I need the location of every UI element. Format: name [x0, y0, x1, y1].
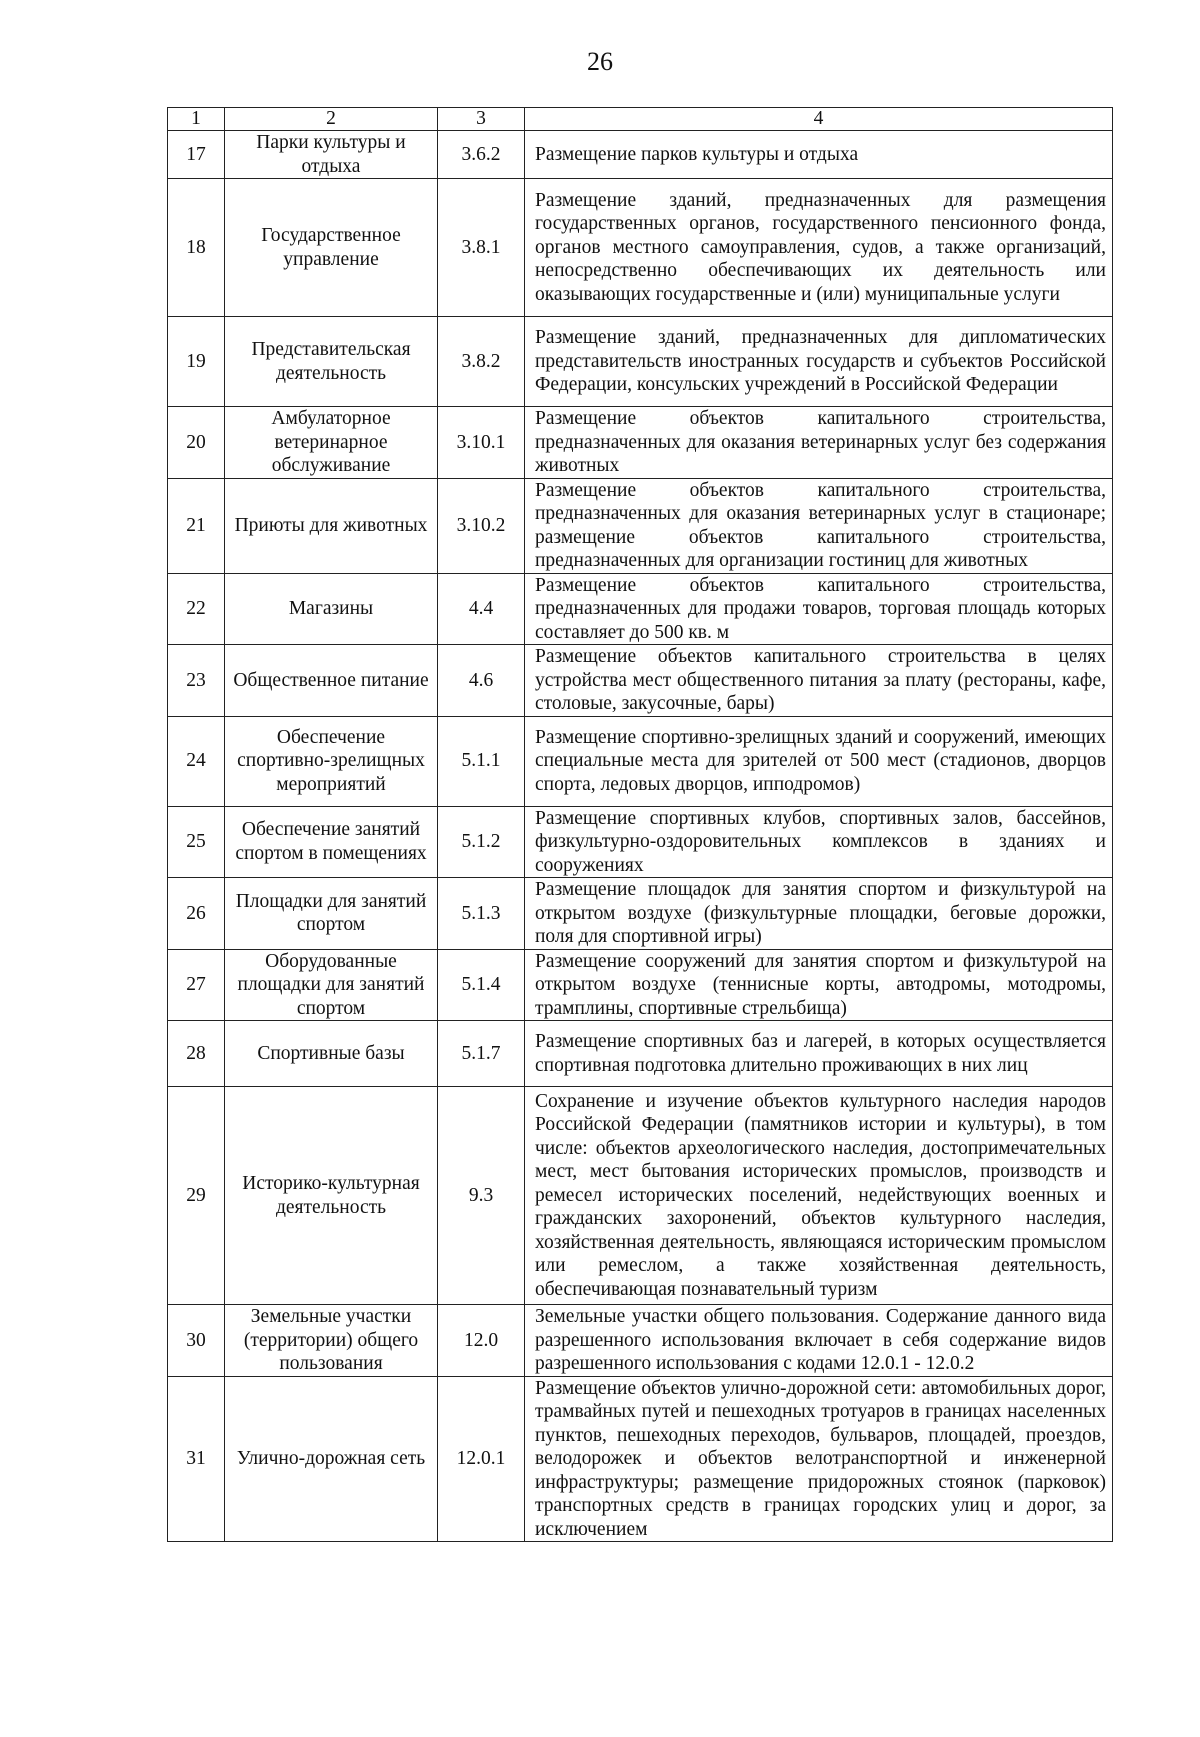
table-row: [168, 645, 1113, 717]
table-row: [168, 1376, 1113, 1542]
row-description: Размещение объектов капитального строительства в целях устройства мест общественного питания за плату (рестораны, кафе, столовые, закусочные, бары): [525, 645, 1113, 717]
row-description: Размещение объектов капитального строительства, предназначенных для оказания ветеринарных услуг без содержания животных: [525, 407, 1113, 479]
row-name: Парки культуры и отдыха: [225, 131, 438, 179]
row-name: Амбулаторное ветеринарное обслуживание: [225, 407, 438, 479]
row-description: Размещение объектов капитального строительства, предназначенных для оказания ветеринарных услуг в стационаре; размещение объектов капитального строительства, предназначенных для организации гостиниц для животных: [525, 478, 1113, 573]
row-code: 5.1.1: [438, 716, 525, 806]
row-code: 12.0: [438, 1305, 525, 1377]
row-code: 3.10.2: [438, 478, 525, 573]
table-row: [168, 716, 1113, 806]
row-name: Обеспечение занятий спортом в помещениях: [225, 806, 438, 878]
row-code: 4.6: [438, 645, 525, 717]
header-col-2: 2: [225, 108, 438, 131]
table-row: [168, 1087, 1113, 1305]
row-name: Магазины: [225, 573, 438, 645]
row-name: Представительская деятельность: [225, 317, 438, 407]
row-number: 23: [168, 645, 225, 717]
row-code: 3.8.2: [438, 317, 525, 407]
land-use-table: [167, 107, 1113, 1542]
header-col-3: 3: [438, 108, 525, 131]
row-description: Земельные участки общего пользования. Содержание данного вида разрешенного использования включает в себя содержание видов разрешенного использования с кодами 12.0.1 - 12.0.2: [525, 1305, 1113, 1377]
row-description: Размещение зданий, предназначенных для дипломатических представительств иностранных государств и субъектов Российской Федерации, консульских учреждений в Российской Федерации: [525, 317, 1113, 407]
row-description: Размещение объектов капитального строительства, предназначенных для продажи товаров, торговая площадь которых составляет до 500 кв. м: [525, 573, 1113, 645]
row-number: 20: [168, 407, 225, 479]
row-code: 3.6.2: [438, 131, 525, 179]
row-description: Размещение парков культуры и отдыха: [525, 131, 1113, 179]
row-number: 26: [168, 878, 225, 950]
row-number: 21: [168, 478, 225, 573]
row-description: Размещение площадок для занятия спортом и физкультурой на открытом воздухе (физкультурные площадки, беговые дорожки, поля для спортивной игры): [525, 878, 1113, 950]
table-row: [168, 1305, 1113, 1377]
row-description: Размещение спортивных клубов, спортивных залов, бассейнов, физкультурно-оздоровительных комплексов в зданиях и сооружениях: [525, 806, 1113, 878]
row-description: Сохранение и изучение объектов культурного наследия народов Российской Федерации (памятников истории и культуры), в том числе: объектов археологического наследия, достопримечательных мест, мест бытования исторических промыслов, производств и ремесел исторических поселений, недействующих военных и гражданских захоронений, объектов культурного наследия, хозяйственная деятельность, являющаяся историческим промыслом или ремеслом, а также хозяйственная деятельность, обеспечивающая познавательный туризм: [525, 1087, 1113, 1305]
row-code: 5.1.3: [438, 878, 525, 950]
row-name: Спортивные базы: [225, 1021, 438, 1087]
row-name: Государственное управление: [225, 179, 438, 317]
header-col-4: 4: [525, 108, 1113, 131]
row-name: Оборудованные площадки для занятий спортом: [225, 949, 438, 1021]
row-name: Историко-культурная деятельность: [225, 1087, 438, 1305]
row-number: 24: [168, 716, 225, 806]
row-code: 5.1.2: [438, 806, 525, 878]
row-code: 4.4: [438, 573, 525, 645]
table-row: [168, 1021, 1113, 1087]
row-description: Размещение спортивных баз и лагерей, в которых осуществляется спортивная подготовка длительно проживающих в них лиц: [525, 1021, 1113, 1087]
row-code: 5.1.7: [438, 1021, 525, 1087]
table-row: [168, 949, 1113, 1021]
table-header-row: [168, 108, 1113, 131]
row-description: Размещение объектов улично-дорожной сети: автомобильных дорог, трамвайных путей и пешеходных тротуаров в границах населенных пунктов, пешеходных переходов, бульваров, площадей, проездов, велодорожек и объектов велотранспортной и инженерной инфраструктуры; размещение придорожных стоянок (парковок) транспортных средств в границах городских улиц и дорог, за исключением: [525, 1376, 1113, 1542]
row-number: 18: [168, 179, 225, 317]
row-number: 25: [168, 806, 225, 878]
row-description: Размещение зданий, предназначенных для размещения государственных органов, государственного пенсионного фонда, органов местного самоуправления, судов, а также организаций, непосредственно обеспечивающих их деятельность или оказывающих государственные и (или) муниципальные услуги: [525, 179, 1113, 317]
row-name: Приюты для животных: [225, 478, 438, 573]
row-number: 17: [168, 131, 225, 179]
row-code: 3.8.1: [438, 179, 525, 317]
row-name: Улично-дорожная сеть: [225, 1376, 438, 1542]
row-code: 5.1.4: [438, 949, 525, 1021]
table-row: [168, 179, 1113, 317]
row-description: Размещение спортивно-зрелищных зданий и сооружений, имеющих специальные места для зрителей от 500 мест (стадионов, дворцов спорта, ледовых дворцов, ипподромов): [525, 716, 1113, 806]
table-row: [168, 806, 1113, 878]
table-row: [168, 317, 1113, 407]
row-number: 19: [168, 317, 225, 407]
row-description: Размещение сооружений для занятия спортом и физкультурой на открытом воздухе (теннисные корты, автодромы, мотодромы, трамплины, спортивные стрельбища): [525, 949, 1113, 1021]
header-col-1: 1: [168, 108, 225, 131]
row-name: Общественное питание: [225, 645, 438, 717]
row-code: 3.10.1: [438, 407, 525, 479]
row-number: 29: [168, 1087, 225, 1305]
row-number: 28: [168, 1021, 225, 1087]
row-number: 30: [168, 1305, 225, 1377]
table-row: [168, 407, 1113, 479]
row-name: Земельные участки (территории) общего пользования: [225, 1305, 438, 1377]
row-number: 31: [168, 1376, 225, 1542]
row-number: 22: [168, 573, 225, 645]
table-row: [168, 131, 1113, 179]
row-name: Обеспечение спортивно-зрелищных мероприятий: [225, 716, 438, 806]
table-row: [168, 573, 1113, 645]
row-code: 12.0.1: [438, 1376, 525, 1542]
table-row: [168, 878, 1113, 950]
page-number: 26: [587, 47, 613, 76]
row-number: 27: [168, 949, 225, 1021]
table-row: [168, 478, 1113, 573]
row-code: 9.3: [438, 1087, 525, 1305]
row-name: Площадки для занятий спортом: [225, 878, 438, 950]
